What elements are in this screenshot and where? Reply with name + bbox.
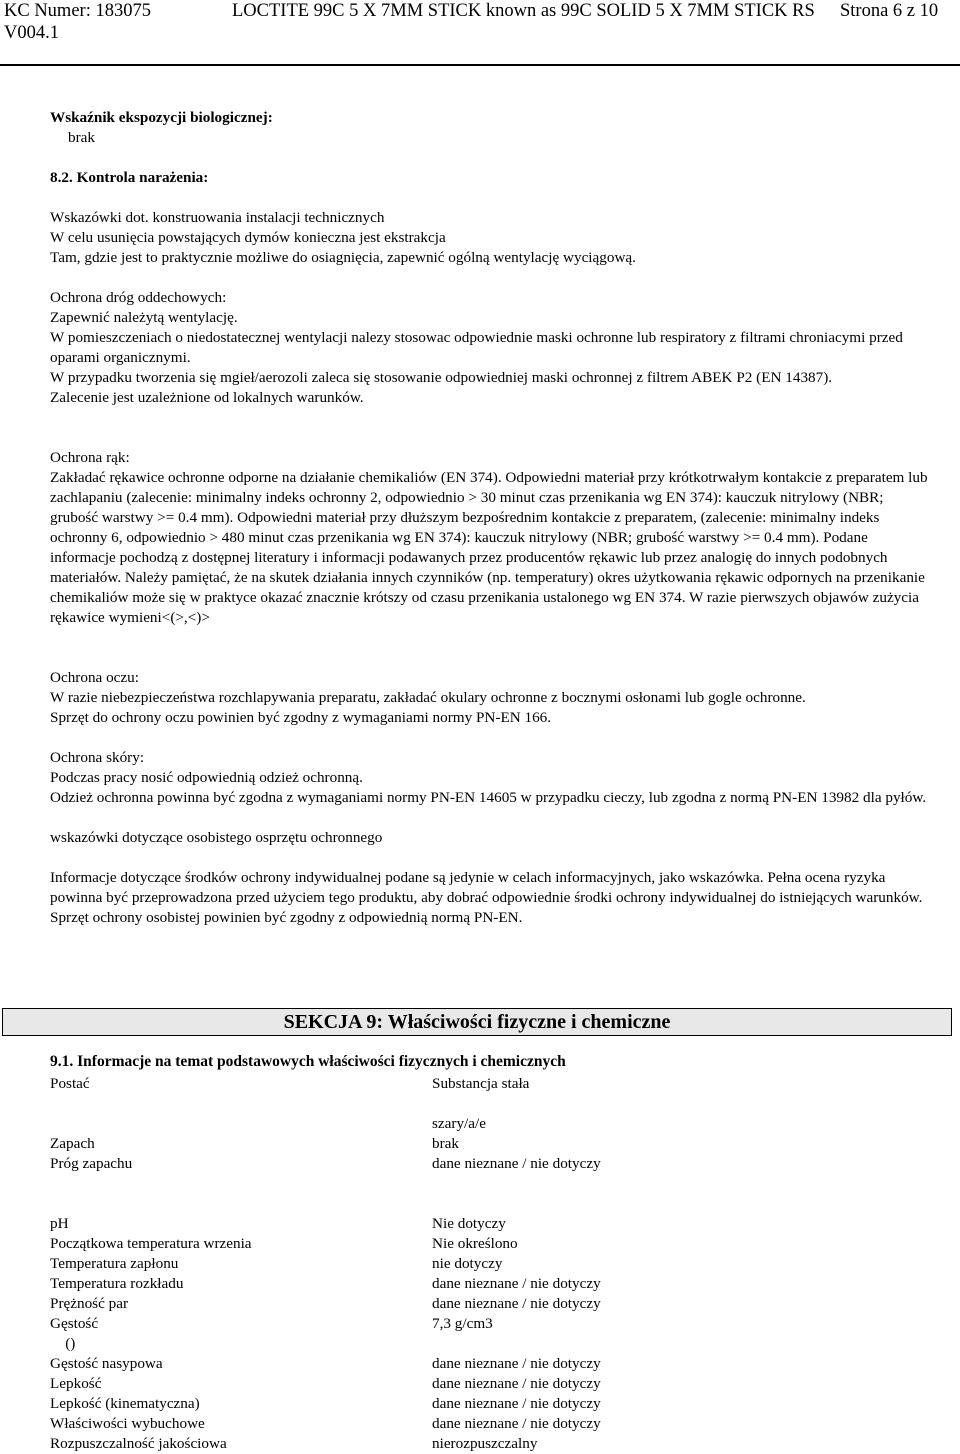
property-label: pH [50,1215,69,1232]
property-label: Temperatura rozkładu [50,1275,184,1292]
property-value: Substancja stała [432,1075,530,1092]
version: V004.1 [4,23,59,43]
property-row [50,1414,930,1434]
property-value: szary/a/e [432,1115,486,1132]
property-value: 7,3 g/cm3 [432,1315,493,1332]
property-row [50,1094,930,1114]
hand-protection-title: Ochrona rąk: [50,449,130,466]
product-name: LOCTITE 99C 5 X 7MM STICK known as 99C SOLID 5 X 7MM STICK RS [232,1,815,21]
respiratory-line: Zapewnić należytą wentylację. [50,309,238,326]
exposure-control-title: 8.2. Kontrola narażenia: [50,169,209,186]
property-value: dane nieznane / nie dotyczy [432,1275,601,1292]
property-label: Gęstość [50,1315,99,1332]
property-label: () [50,1335,76,1352]
ppe-text: Informacje dotyczące środków ochrony indywidualnej podane są jedynie w celach informacyjnych, jako wskazówka. Pełna ocena ryzyka powinna być przeprowadzona przed użyciem tego produktu, aby dobrać odpowiednie środki ochrony indywidualnej do istniejących warunków. Sprzęt ochrony osobistej powinien być zgodny z odpowiednią normą PN-EN. [50,869,923,926]
eye-protection-title: Ochrona oczu: [50,669,139,686]
property-label: Lepkość (kinematyczna) [50,1395,200,1412]
document-number [4,0,151,44]
property-value: dane nieznane / nie dotyczy [432,1395,601,1412]
respiratory-title: Ochrona dróg oddechowych: [50,289,227,306]
property-row [50,1254,930,1274]
property-label: Prężność par [50,1295,129,1312]
property-row [50,1154,930,1174]
skin-protection-line: Podczas pracy nosić odpowiednią odzież ochronną. [50,769,363,786]
hand-protection-text: Zakładać rękawice ochronne odporne na działanie chemikaliów (EN 374). Odpowiedni materiał przy krótkotrwałym kontakcie z preparatem lub zachlapaniu (zalecenie: minimalny indeks ochronny 2, odpowiednio > 30 minut czas przenikania wg EN 374): kauczuk nitrylowy (NBR; grubość warstwy >= 0.4 mm). Odpowiedni materiał przy dłuższym bezpośrednim kontakcie z preparatem, (zalecenie: minimalny indeks ochronny 6, odpowiednio > 480 minut czas przenikania wg EN 374): kauczuk nitrylowy (NBR; grubość warstwy >= 0.4 mm). Podane informacje pochodzą z dostępnej literatury i informacji podawanych przez producentów rękawic lub przez analogię do innych podobnych materiałów. Należy pamiętać, że na skutek działania innych czynników (np. temperatury) okres użytkowania rękawic odpornych na przenikanie chemikaliów może się w praktyce okazać znacznie krótszy od czasu przenikania ustalonego wg EN 374. W razie pierwszych objawów zużycia rękawice wymieni<(>,<)> [50,469,928,626]
ppe-title: wskazówki dotyczące osobistego osprzętu ochronnego [50,829,383,846]
kc-number: KC Numer: 183075 [4,1,151,21]
skin-protection-line: Odzież ochronna powinna być zgodna z wymaganiami normy PN-EN 14605 w przypadku cieczy, lub zgodna z normą PN-EN 13982 dla pyłów. [50,789,927,806]
property-row [50,1434,930,1454]
property-label: Rozpuszczalność jakościowa [50,1435,227,1452]
property-value: dane nieznane / nie dotyczy [432,1375,601,1392]
property-row [50,1194,930,1214]
property-row [50,1314,930,1334]
properties-table [50,1074,930,1454]
property-value: Nie określono [432,1235,518,1252]
header-rule [0,64,960,66]
property-label: Postać [50,1075,90,1092]
property-label: Temperatura zapłonu [50,1255,179,1272]
property-label: Początkowa temperatura wrzenia [50,1235,252,1252]
section-9-heading: SEKCJA 9: Właściwości fizyczne i chemiczne [2,1008,952,1036]
property-row [50,1294,930,1314]
property-value: nierozpuszczalny [432,1435,538,1452]
property-value: Nie dotyczy [432,1215,506,1232]
property-label: Próg zapachu [50,1155,133,1172]
property-row [50,1234,930,1254]
property-label: Właściwości wybuchowe [50,1415,205,1432]
eye-protection-line: W razie niebezpieczeństwa rozchlapywania preparatu, zakładać okulary ochronne z bocznymi osłonami lub gogle ochronne. [50,689,806,706]
property-value: dane nieznane / nie dotyczy [432,1295,601,1312]
property-row [50,1394,930,1414]
property-row [50,1354,930,1374]
property-row [50,1134,930,1154]
property-label: Zapach [50,1135,95,1152]
property-row [50,1334,930,1354]
respiratory-line: W przypadku tworzenia się mgieł/aerozoli zaleca się stosowanie odpowiedniej maski ochronnej z filtrem ABEK P2 (EN 14387). [50,369,833,386]
skin-protection-title: Ochrona skóry: [50,749,145,766]
respiratory-line: W pomieszczeniach o niedostatecznej wentylacji nalezy stosowac odpowiednie maski ochronne lub respiratory z filtrami chroniacymi przed oparami organicznymi. [50,329,903,366]
bio-exposure-value: brak [68,129,95,146]
engineering-line: Tam, gdzie jest to praktycznie możliwe do osiagnięcia, zapewnić ogólną wentylację wyciągową. [50,249,636,266]
respiratory-line: Zalecenie jest uzależnione od lokalnych warunków. [50,389,364,406]
section-9-1-title: 9.1. Informacje na temat podstawowych właściwości fizycznych i chemicznych [50,1053,566,1070]
engineering-line: Wskazówki dot. konstruowania instalacji technicznych [50,209,385,226]
page-number: Strona 6 z 10 [840,1,939,21]
page-header [0,0,960,66]
property-label: Lepkość [50,1375,102,1392]
property-value: dane nieznane / nie dotyczy [432,1355,601,1372]
bio-exposure-title: Wskaźnik ekspozycji biologicznej: [50,109,273,126]
property-row [50,1074,930,1094]
property-row [50,1114,930,1134]
property-value: brak [432,1135,459,1152]
engineering-line: W celu usunięcia powstających dymów konieczna jest ekstrakcja [50,229,446,246]
section-8-content [50,108,930,928]
property-value: dane nieznane / nie dotyczy [432,1155,601,1172]
property-row [50,1174,930,1194]
property-row [50,1374,930,1394]
property-row [50,1214,930,1234]
property-value: dane nieznane / nie dotyczy [432,1415,601,1432]
property-value: nie dotyczy [432,1255,503,1272]
eye-protection-line: Sprzęt do ochrony oczu powinien być zgodny z wymaganiami normy PN-EN 166. [50,709,552,726]
property-label: Gęstość nasypowa [50,1355,163,1372]
property-row [50,1274,930,1294]
